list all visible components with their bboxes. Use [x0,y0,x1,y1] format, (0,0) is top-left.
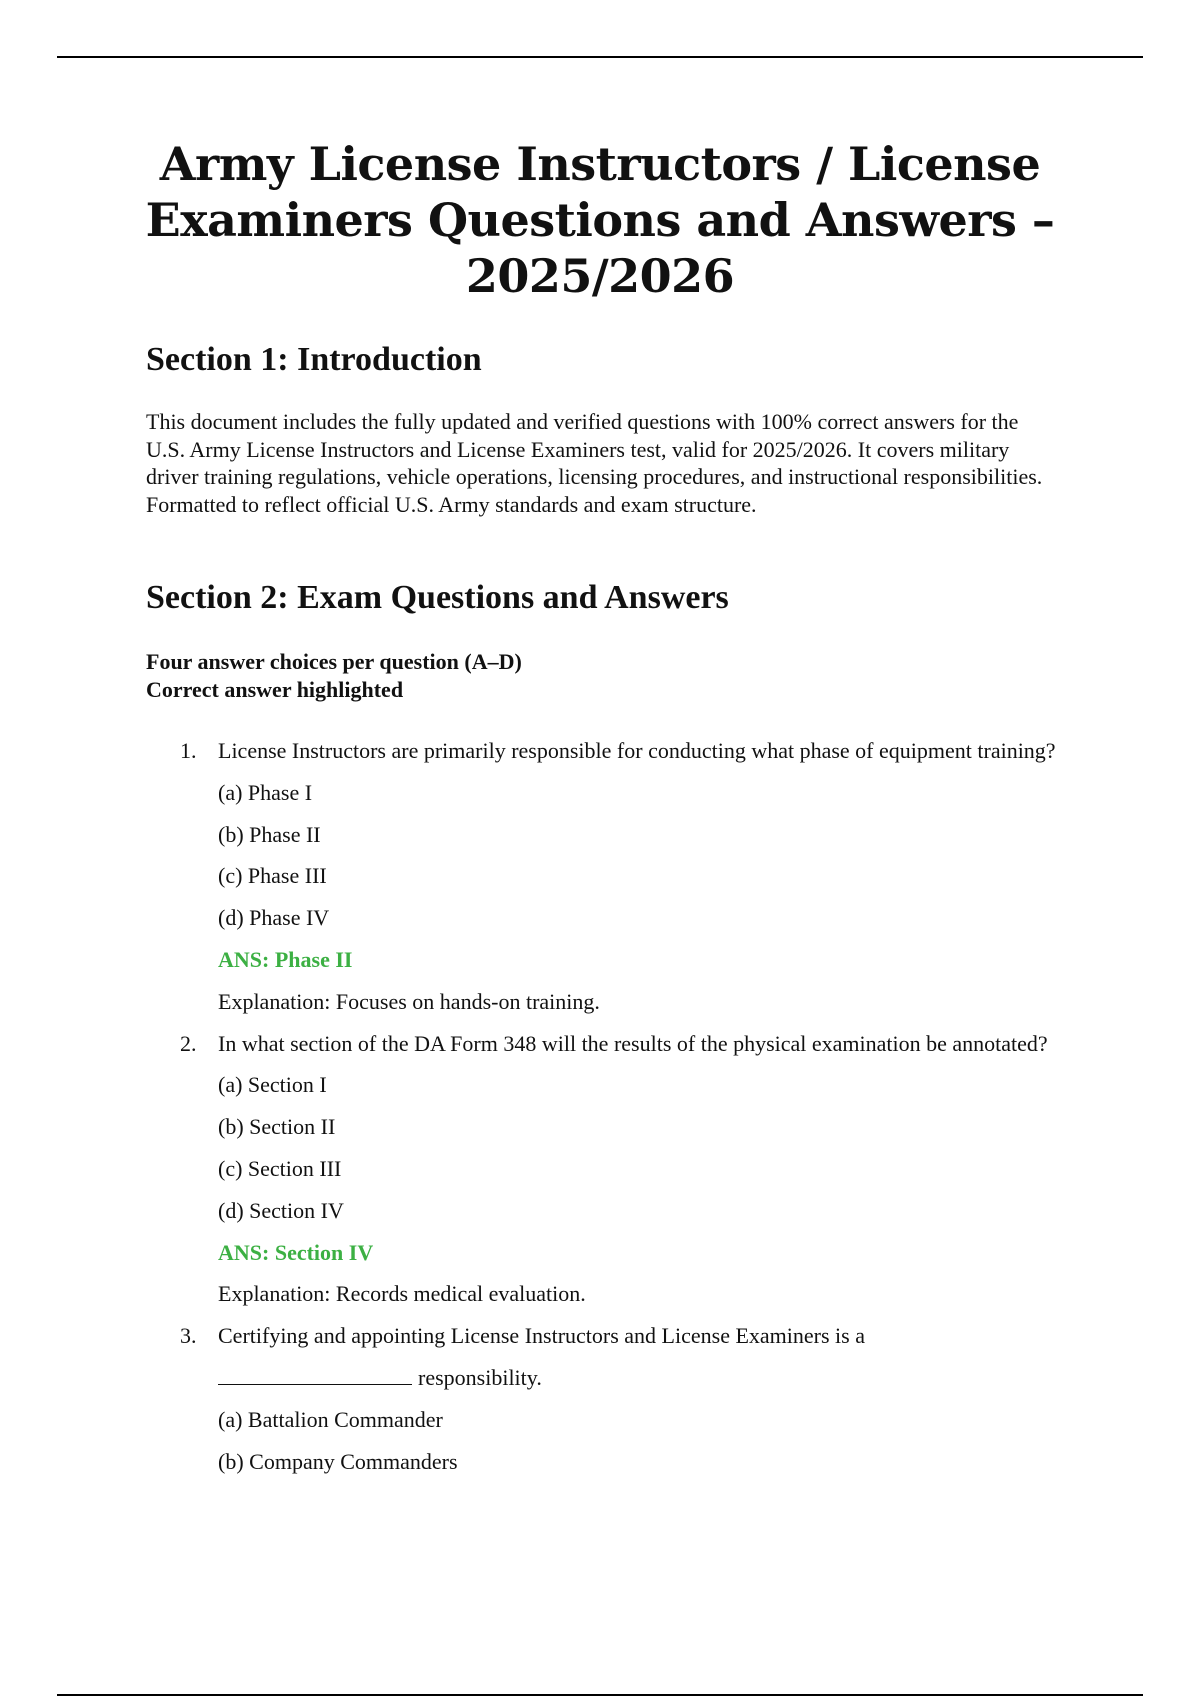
correct-answer: ANS: Section IV [218,1239,374,1265]
question-number: 3. [180,1323,197,1349]
format-note [146,648,522,704]
answer-option: (a) Section I [218,1072,327,1098]
answer-option: (a) Phase I [218,779,313,805]
question-text [218,1315,1066,1399]
question-text: In what section of the DA Form 348 will the results of the physical examination be annotated? [218,1030,1048,1056]
top-rule [57,56,1143,58]
bottom-rule [57,1694,1143,1696]
question-text-end: responsibility. [418,1364,542,1390]
answer-option: (d) Phase IV [218,905,330,931]
fill-in-blank [218,1362,412,1385]
format-note-line: Correct answer highlighted [146,677,404,702]
answer-option: (c) Phase III [218,863,327,889]
question-number: 2. [180,1030,197,1056]
answer-explanation: Explanation: Records medical evaluation. [218,1281,586,1307]
introduction-paragraph: This document includes the fully updated and verified questions with 100% correct answers for the U.S. Army License Instructors and License Examiners test, valid for 2025/2026. It covers military driver training regulations, vehicle operations, licensing procedures, and instructional responsibilities. Formatted to reflect official U.S. Army standards and exam structure. [146,409,1043,517]
question-text-start: Certifying and appointing License Instructors and License Examiners is a [218,1323,865,1349]
question-item-1 [146,730,1066,1023]
answer-option: (a) Battalion Commander [218,1406,443,1432]
document-title: Army License Instructors / License Examiners Questions and Answers – 2025/2026 [145,137,1055,303]
question-list [146,730,1066,1482]
question-number: 1. [180,738,197,763]
section-2-heading: Section 2: Exam Questions and Answers [146,579,729,616]
format-note-line: Four answer choices per question (A–D) [146,649,522,674]
question-item-2 [146,1023,1066,1316]
answer-option: (c) Section III [218,1155,342,1181]
answer-option: (d) Section IV [218,1197,344,1223]
answer-option: (b) Phase II [218,821,321,847]
answer-option: (b) Section II [218,1114,336,1140]
question-text: License Instructors are primarily responsible for conducting what phase of equipment training? [218,738,1056,763]
section-1-heading: Section 1: Introduction [146,341,482,378]
correct-answer: ANS: Phase II [218,946,353,972]
answer-option: (b) Company Commanders [218,1448,458,1474]
answer-explanation: Explanation: Focuses on hands-on training. [218,988,600,1014]
question-item-3 [146,1315,1066,1482]
